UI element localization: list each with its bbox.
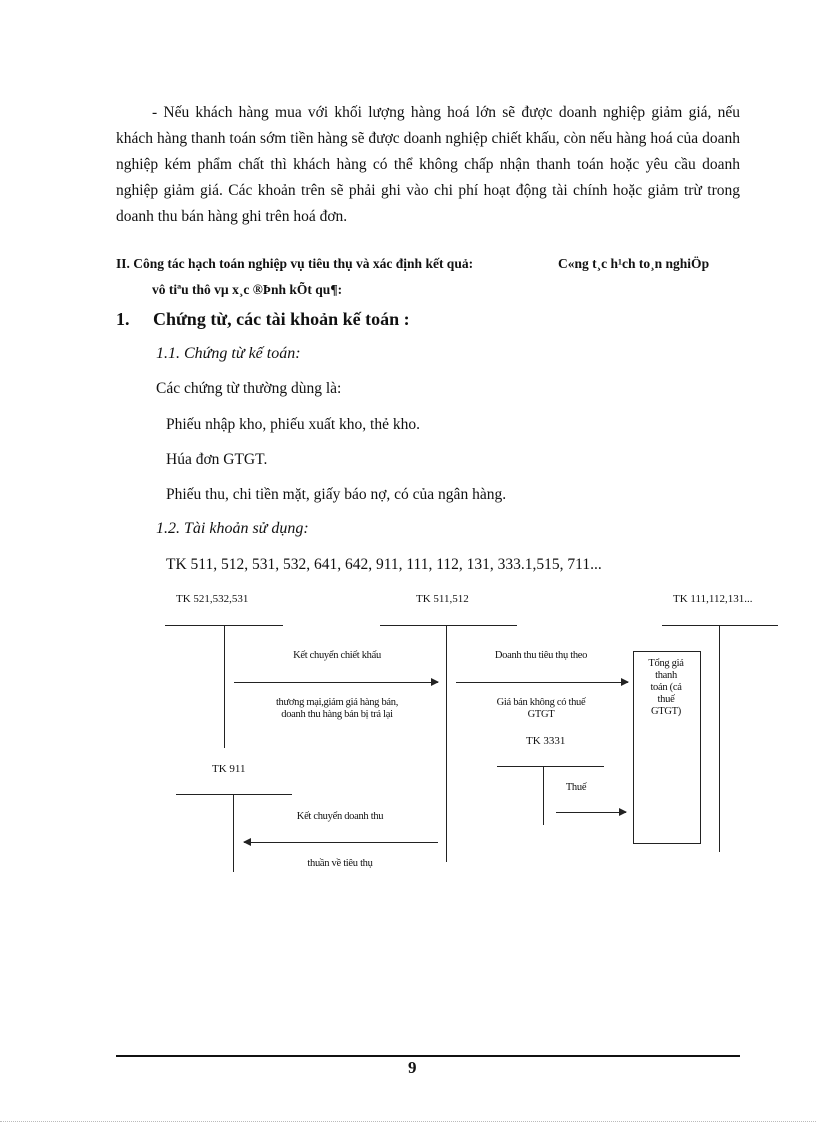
t-account-3331-v (543, 766, 544, 825)
t-account-511-v (446, 625, 447, 862)
page-number: 9 (408, 1058, 417, 1077)
section-1-title: Chứng từ, các tài khoản kế toán : (153, 309, 410, 329)
t-account-111-h (662, 625, 778, 626)
box-line: toán (cả (650, 682, 682, 693)
box-line: GTGT) (651, 706, 681, 717)
account-label-511: TK 511,512 (416, 593, 469, 605)
docs-intro: Các chứng từ thường dùng là: (156, 380, 342, 397)
subsection-1-1: 1.1. Chứng từ kế toán: (156, 345, 301, 362)
t-account-521-v (224, 625, 225, 748)
doc-item: Phiếu nhập kho, phiếu xuất kho, thẻ kho. (166, 416, 420, 433)
t-account-911-h (176, 794, 292, 795)
doc-item: Húa đơn GTGT. (166, 451, 268, 468)
arrow-ketchuyen-chietkhau (234, 682, 438, 683)
label-thue: Thuế (565, 782, 587, 793)
section-ii-heading: II. Công tác hạch toán nghiệp vụ tiêu thụ và xác định kết quả: (116, 256, 474, 271)
doc-item: Phiếu thu, chi tiền mặt, giấy báo nợ, có của ngân hàng. (166, 486, 507, 503)
label-giaban-2: GTGT (527, 709, 555, 720)
arrow-ketchuyen-doanhthu (244, 842, 438, 843)
box-line: thanh (655, 670, 677, 681)
account-label-521: TK 521,532,531 (176, 593, 249, 605)
box-line: Tổng giá (648, 658, 684, 669)
footer-rule (116, 1055, 740, 1057)
t-account-111-v (719, 625, 720, 852)
label-thuongmai-2: doanh thu hàng bán bị trả lại (281, 709, 393, 720)
t-account-511-h (380, 625, 517, 626)
account-label-3331: TK 3331 (526, 735, 566, 747)
label-ketchuyen-doanhthu: Kết chuyển doanh thu (296, 811, 384, 822)
t-account-3331-h (497, 766, 604, 767)
label-giaban-1: Giá bán không có thuế (496, 697, 586, 708)
label-ketchuyen-chietkhau: Kết chuyển chiết khấu (293, 650, 381, 661)
accounts-list: TK 511, 512, 531, 532, 641, 642, 911, 111, 112, 131, 333.1,515, 711... (166, 556, 602, 573)
label-thuongmai-1: thương mại,giảm giá hàng bán, (275, 697, 399, 708)
label-doanhthu: Doanh thu tiêu thụ theo (494, 650, 588, 661)
box-line: thuế (657, 694, 675, 705)
intro-paragraph: - Nếu khách hàng mua với khối lượng hàng hoá lớn sẽ được doanh nghiệp giảm giá, nếu khách hàng thanh toán sớm tiền hàng sẽ được doanh nghiệp chiết khấu, còn nếu hàng hoá của doanh nghiệp kém phẩm chất thì khách hàng có thể không chấp nhận thanh toán hoặc yêu cầu doanh nghiệp giảm giá. Các khoản trên sẽ phải ghi vào chi phí hoạt động tài chính hoặc giảm trừ trong doanh thu bán hàng ghi trên hoá đơn. (116, 104, 740, 225)
account-label-911: TK 911 (212, 763, 246, 775)
label-thuan: thuần về tiêu thụ (307, 858, 373, 869)
arrow-doanhthu (456, 682, 628, 683)
subsection-1-2: 1.2. Tài khoản sử dụng: (156, 520, 309, 537)
t-account-911-v (233, 794, 234, 872)
arrow-thue (556, 812, 626, 813)
page-edge (0, 1121, 816, 1122)
account-label-111: TK 111,112,131... (673, 593, 753, 605)
section-ii-garbled-1: C«ng t¸c h¹ch to¸n nghiÖp (558, 256, 710, 271)
section-1-number: 1. (116, 309, 130, 329)
section-ii-garbled-2: vô tiªu thô vµ x¸c ®Þnh kÕt qu¶: (152, 282, 343, 297)
